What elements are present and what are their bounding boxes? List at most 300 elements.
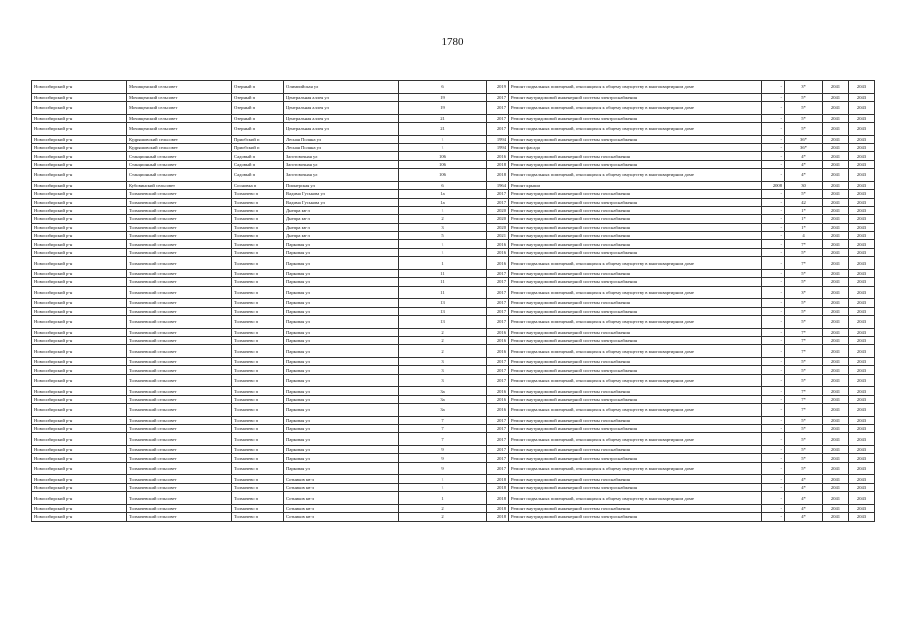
table-row bbox=[32, 395, 875, 403]
cell-work: Ремонт подвальных помещений, относящихся к общему имуществу в многоквартирном доме bbox=[509, 492, 762, 505]
cell-house: 9 bbox=[399, 446, 487, 454]
cell-year-from: 2041 bbox=[823, 513, 849, 521]
cell-work: Ремонт внутридомовой инженерной системы электроснабжения bbox=[509, 336, 762, 344]
cell-street: Заготовочная ул bbox=[284, 169, 399, 182]
cell-city: Новосибирский р-н bbox=[32, 433, 127, 446]
cell-settlement: Мочищенский сельсовет bbox=[127, 93, 232, 101]
cell-year: 2020 bbox=[487, 215, 509, 223]
cell-house: 2 bbox=[399, 328, 487, 336]
cell-house: 1 bbox=[399, 492, 487, 505]
cell-share: 7* bbox=[785, 387, 823, 395]
cell-share: 5* bbox=[785, 462, 823, 475]
cell-work: Ремонт внутридомовой инженерной системы газоснабжения bbox=[509, 190, 762, 198]
cell-share: 4* bbox=[785, 504, 823, 512]
cell-street: Парковая ул bbox=[284, 345, 399, 358]
cell-work: Ремонт фасада bbox=[509, 143, 762, 151]
cell-locality: Озерный п bbox=[232, 122, 284, 135]
cell-settlement: Толмачевский сельсовет bbox=[127, 462, 232, 475]
cell-locality: Толмачево п bbox=[232, 307, 284, 315]
cell-city: Новосибирский р-н bbox=[32, 81, 127, 94]
table-row bbox=[32, 462, 875, 475]
cell-cost: - bbox=[762, 462, 785, 475]
cell-house: 11 bbox=[399, 269, 487, 277]
cell-work: Ремонт подвальных помещений, относящихся к общему имуществу в многоквартирном доме bbox=[509, 315, 762, 328]
cell-locality: Толмачево п bbox=[232, 232, 284, 240]
cell-house: 2 bbox=[399, 215, 487, 223]
table-row bbox=[32, 269, 875, 277]
cell-settlement: Станционный сельсовет bbox=[127, 152, 232, 160]
cell-year: 2021 bbox=[487, 232, 509, 240]
cell-year-to: 2043 bbox=[849, 336, 875, 344]
cell-city: Новосибирский р-н bbox=[32, 307, 127, 315]
cell-settlement: Толмачевский сельсовет bbox=[127, 404, 232, 417]
cell-settlement: Толмачевский сельсовет bbox=[127, 446, 232, 454]
table-row bbox=[32, 181, 875, 189]
cell-house: 3а bbox=[399, 395, 487, 403]
cell-house: 7 bbox=[399, 425, 487, 433]
cell-city: Новосибирский р-н bbox=[32, 101, 127, 114]
cell-work: Ремонт внутридомовой инженерной системы газоснабжения bbox=[509, 446, 762, 454]
table-row bbox=[32, 93, 875, 101]
cell-locality: Толмачево п bbox=[232, 446, 284, 454]
cell-work: Ремонт внутридомовой инженерной системы газоснабжения bbox=[509, 232, 762, 240]
cell-street: Центральная аллея ул bbox=[284, 93, 399, 101]
cell-year-from: 2041 bbox=[823, 336, 849, 344]
cell-work: Ремонт подвальных помещений, относящихся к общему имуществу в многоквартирном доме bbox=[509, 122, 762, 135]
cell-cost: - bbox=[762, 248, 785, 256]
cell-year-from: 2041 bbox=[823, 416, 849, 424]
cell-year-to: 2043 bbox=[849, 462, 875, 475]
cell-year-from: 2041 bbox=[823, 454, 849, 462]
cell-settlement: Толмачевский сельсовет bbox=[127, 206, 232, 214]
cell-cost: - bbox=[762, 454, 785, 462]
cell-locality: Толмачево п bbox=[232, 454, 284, 462]
cell-work: Ремонт внутридомовой инженерной системы газоснабжения bbox=[509, 240, 762, 248]
cell-year-from: 2041 bbox=[823, 240, 849, 248]
cell-year-from: 2041 bbox=[823, 101, 849, 114]
cell-cost: - bbox=[762, 169, 785, 182]
cell-house: 6 bbox=[399, 81, 487, 94]
cell-city: Новосибирский р-н bbox=[32, 286, 127, 299]
cell-locality: Толмачево п bbox=[232, 357, 284, 365]
cell-share: 5* bbox=[785, 374, 823, 387]
cell-city: Новосибирский р-н bbox=[32, 278, 127, 286]
cell-share: 7* bbox=[785, 336, 823, 344]
cell-settlement: Толмачевский сельсовет bbox=[127, 328, 232, 336]
cell-year-from: 2041 bbox=[823, 425, 849, 433]
cell-city: Новосибирский р-н bbox=[32, 143, 127, 151]
cell-year-to: 2043 bbox=[849, 416, 875, 424]
cell-city: Новосибирский р-н bbox=[32, 215, 127, 223]
cell-year-to: 2043 bbox=[849, 475, 875, 483]
cell-share: 7* bbox=[785, 328, 823, 336]
cell-work: Ремонт внутридомовой инженерной системы электроснабжения bbox=[509, 395, 762, 403]
cell-street: Парковая ул bbox=[284, 269, 399, 277]
cell-year-to: 2043 bbox=[849, 143, 875, 151]
cell-street: Центральная аллея ул bbox=[284, 101, 399, 114]
cell-year-from: 2041 bbox=[823, 232, 849, 240]
cell-street: Парковая ул bbox=[284, 257, 399, 270]
cell-year-to: 2043 bbox=[849, 160, 875, 168]
cell-house: 1а bbox=[399, 198, 487, 206]
cell-street: Сотников кв-л bbox=[284, 483, 399, 491]
cell-city: Новосибирский р-н bbox=[32, 114, 127, 122]
cell-city: Новосибирский р-н bbox=[32, 513, 127, 521]
cell-house: 2 bbox=[399, 504, 487, 512]
table-row bbox=[32, 286, 875, 299]
cell-work: Ремонт внутридомовой инженерной системы газоснабжения bbox=[509, 152, 762, 160]
cell-work: Ремонт внутридомовой инженерной системы электроснабжения bbox=[509, 425, 762, 433]
cell-house: 3 bbox=[399, 366, 487, 374]
cell-settlement: Толмачевский сельсовет bbox=[127, 504, 232, 512]
cell-year: 2018 bbox=[487, 483, 509, 491]
cell-street: Олимпийская ул bbox=[284, 81, 399, 94]
cell-year-from: 2041 bbox=[823, 357, 849, 365]
cell-year-to: 2043 bbox=[849, 395, 875, 403]
cell-work: Ремонт подвальных помещений, относящихся к общему имуществу в многоквартирном доме bbox=[509, 374, 762, 387]
cell-street: Парковая ул bbox=[284, 374, 399, 387]
cell-cost: - bbox=[762, 232, 785, 240]
cell-locality: Озерный п bbox=[232, 101, 284, 114]
cell-year-from: 2041 bbox=[823, 122, 849, 135]
table-row bbox=[32, 122, 875, 135]
cell-year-to: 2043 bbox=[849, 190, 875, 198]
cell-cost: - bbox=[762, 257, 785, 270]
cell-year-from: 2041 bbox=[823, 215, 849, 223]
cell-year: 2017 bbox=[487, 366, 509, 374]
cell-year: 2016 bbox=[487, 404, 509, 417]
cell-city: Новосибирский р-н bbox=[32, 190, 127, 198]
cell-year-from: 2041 bbox=[823, 223, 849, 231]
cell-cost: - bbox=[762, 269, 785, 277]
cell-work: Ремонт внутридомовой инженерной системы газоснабжения bbox=[509, 328, 762, 336]
cell-work: Ремонт подвальных помещений, относящихся к общему имуществу в многоквартирном доме bbox=[509, 257, 762, 270]
cell-city: Новосибирский р-н bbox=[32, 232, 127, 240]
cell-locality: Толмачево п bbox=[232, 269, 284, 277]
cell-year: 2017 bbox=[487, 425, 509, 433]
cell-street: Парковая ул bbox=[284, 425, 399, 433]
cell-cost: - bbox=[762, 286, 785, 299]
cell-city: Новосибирский р-н bbox=[32, 425, 127, 433]
cell-city: Новосибирский р-н bbox=[32, 315, 127, 328]
cell-locality: Толмачево п bbox=[232, 257, 284, 270]
cell-share: 5* bbox=[785, 278, 823, 286]
cell-cost: - bbox=[762, 198, 785, 206]
cell-locality: Толмачево п bbox=[232, 215, 284, 223]
cell-locality: Приобский п bbox=[232, 135, 284, 143]
table-row bbox=[32, 299, 875, 307]
cell-house: 19 bbox=[399, 101, 487, 114]
cell-year-to: 2043 bbox=[849, 307, 875, 315]
cell-settlement: Кудряшовский сельсовет bbox=[127, 143, 232, 151]
cell-share: 3* bbox=[785, 286, 823, 299]
cell-year: 2017 bbox=[487, 269, 509, 277]
cell-share: 1* bbox=[785, 206, 823, 214]
table-row bbox=[32, 454, 875, 462]
cell-year: 2016 bbox=[487, 328, 509, 336]
cell-year: 2016 bbox=[487, 240, 509, 248]
cell-year-from: 2041 bbox=[823, 475, 849, 483]
cell-settlement: Толмачевский сельсовет bbox=[127, 483, 232, 491]
cell-year: 2017 bbox=[487, 299, 509, 307]
cell-work: Ремонт подвальных помещений, относящихся к общему имуществу в многоквартирном доме bbox=[509, 433, 762, 446]
cell-share: 5* bbox=[785, 357, 823, 365]
cell-year-from: 2041 bbox=[823, 328, 849, 336]
cell-year-from: 2041 bbox=[823, 462, 849, 475]
cell-work: Ремонт внутридомовой инженерной системы газоснабжения bbox=[509, 504, 762, 512]
cell-year-to: 2043 bbox=[849, 315, 875, 328]
cell-year-from: 2041 bbox=[823, 504, 849, 512]
cell-work: Ремонт подвальных помещений, относящихся к общему имуществу в многоквартирном доме bbox=[509, 101, 762, 114]
cell-street: Парковая ул bbox=[284, 454, 399, 462]
cell-city: Новосибирский р-н bbox=[32, 269, 127, 277]
cell-year-to: 2043 bbox=[849, 206, 875, 214]
cell-year: 2017 bbox=[487, 446, 509, 454]
cell-work: Ремонт внутридомовой инженерной системы электроснабжения bbox=[509, 248, 762, 256]
cell-locality: Толмачево п bbox=[232, 387, 284, 395]
cell-settlement: Толмачевский сельсовет bbox=[127, 232, 232, 240]
cell-year-to: 2043 bbox=[849, 513, 875, 521]
cell-share: 36* bbox=[785, 135, 823, 143]
cell-work: Ремонт подвальных помещений, относящихся к общему имуществу в многоквартирном доме bbox=[509, 286, 762, 299]
cell-year: 2017 bbox=[487, 286, 509, 299]
cell-cost: - bbox=[762, 240, 785, 248]
cell-share: 5* bbox=[785, 433, 823, 446]
cell-house: 2 bbox=[399, 345, 487, 358]
cell-city: Новосибирский р-н bbox=[32, 404, 127, 417]
table-row bbox=[32, 315, 875, 328]
cell-work: Ремонт внутридомовой инженерной системы электроснабжения bbox=[509, 307, 762, 315]
cell-settlement: Мочищенский сельсовет bbox=[127, 122, 232, 135]
cell-cost: - bbox=[762, 328, 785, 336]
cell-work: Ремонт внутридомовой инженерной системы газоснабжения bbox=[509, 416, 762, 424]
cell-street: Днепра кв-л bbox=[284, 206, 399, 214]
cell-settlement: Толмачевский сельсовет bbox=[127, 395, 232, 403]
table-row bbox=[32, 416, 875, 424]
cell-year-to: 2043 bbox=[849, 366, 875, 374]
cell-year-from: 2041 bbox=[823, 114, 849, 122]
cell-settlement: Толмачевский сельсовет bbox=[127, 315, 232, 328]
cell-share: 42 bbox=[785, 198, 823, 206]
cell-locality: Толмачево п bbox=[232, 336, 284, 344]
cell-year-to: 2043 bbox=[849, 122, 875, 135]
cell-share: 5* bbox=[785, 366, 823, 374]
cell-share: 7* bbox=[785, 240, 823, 248]
cell-share: 4* bbox=[785, 513, 823, 521]
cell-year: 2017 bbox=[487, 278, 509, 286]
cell-locality: Сосновка п bbox=[232, 181, 284, 189]
cell-cost: - bbox=[762, 336, 785, 344]
cell-year-from: 2041 bbox=[823, 181, 849, 189]
cell-year: 1994 bbox=[487, 135, 509, 143]
cell-house: \ bbox=[399, 483, 487, 491]
cell-share: 5* bbox=[785, 122, 823, 135]
cell-share: 4* bbox=[785, 483, 823, 491]
cell-house: 5 bbox=[399, 232, 487, 240]
cell-year-to: 2043 bbox=[849, 299, 875, 307]
cell-work: Ремонт внутридомовой инженерной системы электроснабжения bbox=[509, 366, 762, 374]
cell-cost: - bbox=[762, 278, 785, 286]
cell-house: 21 bbox=[399, 114, 487, 122]
cell-street: Вадима Гуськова ул bbox=[284, 198, 399, 206]
cell-settlement: Мочищенский сельсовет bbox=[127, 114, 232, 122]
cell-cost: - bbox=[762, 357, 785, 365]
cell-locality: Толмачево п bbox=[232, 433, 284, 446]
cell-settlement: Толмачевский сельсовет bbox=[127, 286, 232, 299]
cell-year-to: 2043 bbox=[849, 278, 875, 286]
cell-cost: - bbox=[762, 433, 785, 446]
cell-settlement: Толмачевский сельсовет bbox=[127, 190, 232, 198]
cell-year: 2016 bbox=[487, 345, 509, 358]
cell-year-to: 2043 bbox=[849, 81, 875, 94]
cell-street: Парковая ул bbox=[284, 307, 399, 315]
table-row bbox=[32, 366, 875, 374]
cell-settlement: Толмачевский сельсовет bbox=[127, 278, 232, 286]
table-row bbox=[32, 143, 875, 151]
cell-house: 2 bbox=[399, 513, 487, 521]
cell-locality: Толмачево п bbox=[232, 374, 284, 387]
cell-work: Ремонт внутридомовой инженерной системы электроснабжения bbox=[509, 93, 762, 101]
cell-year: 2017 bbox=[487, 454, 509, 462]
cell-settlement: Толмачевский сельсовет bbox=[127, 366, 232, 374]
cell-city: Новосибирский р-н bbox=[32, 122, 127, 135]
cell-year: 2017 bbox=[487, 190, 509, 198]
cell-year-from: 2041 bbox=[823, 206, 849, 214]
cell-year: 2017 bbox=[487, 357, 509, 365]
cell-locality: Толмачево п bbox=[232, 504, 284, 512]
cell-year: 2016 bbox=[487, 395, 509, 403]
cell-settlement: Кубовинский сельсовет bbox=[127, 181, 232, 189]
cell-share: 5* bbox=[785, 315, 823, 328]
cell-share: 4* bbox=[785, 152, 823, 160]
cell-street: Сотников кв-л bbox=[284, 492, 399, 505]
table-row bbox=[32, 328, 875, 336]
cell-locality: Озерный п bbox=[232, 81, 284, 94]
cell-settlement: Толмачевский сельсовет bbox=[127, 425, 232, 433]
cell-street: Парковая ул bbox=[284, 387, 399, 395]
cell-cost: - bbox=[762, 190, 785, 198]
table-row bbox=[32, 357, 875, 365]
cell-house: 21 bbox=[399, 122, 487, 135]
cell-share: 36* bbox=[785, 143, 823, 151]
cell-house: \ bbox=[399, 240, 487, 248]
cell-house: 106 bbox=[399, 152, 487, 160]
cell-street: Парковая ул bbox=[284, 416, 399, 424]
cell-settlement: Толмачевский сельсовет bbox=[127, 345, 232, 358]
cell-house: 2 bbox=[399, 336, 487, 344]
cell-house: 3а bbox=[399, 387, 487, 395]
cell-year-to: 2043 bbox=[849, 328, 875, 336]
cell-work: Ремонт внутридомовой инженерной системы газоснабжения bbox=[509, 357, 762, 365]
cell-year: 1964 bbox=[487, 181, 509, 189]
cell-city: Новосибирский р-н bbox=[32, 160, 127, 168]
cell-settlement: Толмачевский сельсовет bbox=[127, 433, 232, 446]
cell-cost: - bbox=[762, 223, 785, 231]
table-row bbox=[32, 433, 875, 446]
cell-street: Парковая ул bbox=[284, 357, 399, 365]
cell-year-from: 2041 bbox=[823, 198, 849, 206]
cell-year-to: 2043 bbox=[849, 374, 875, 387]
cell-year-to: 2043 bbox=[849, 248, 875, 256]
cell-year: 2019 bbox=[487, 81, 509, 94]
cell-year-from: 2041 bbox=[823, 143, 849, 151]
cell-house: \ bbox=[399, 475, 487, 483]
cell-year-to: 2043 bbox=[849, 454, 875, 462]
cell-city: Новосибирский р-н bbox=[32, 345, 127, 358]
cell-share: 7* bbox=[785, 257, 823, 270]
cell-city: Новосибирский р-н bbox=[32, 475, 127, 483]
cell-locality: Толмачево п bbox=[232, 198, 284, 206]
cell-year: 2017 bbox=[487, 198, 509, 206]
cell-year-to: 2043 bbox=[849, 257, 875, 270]
cell-year-to: 2043 bbox=[849, 404, 875, 417]
table-row bbox=[32, 425, 875, 433]
cell-city: Новосибирский р-н bbox=[32, 93, 127, 101]
cell-locality: Толмачево п bbox=[232, 286, 284, 299]
cell-work: Ремонт подвальных помещений, относящихся к общему имуществу в многоквартирном доме bbox=[509, 169, 762, 182]
cell-year: 1994 bbox=[487, 143, 509, 151]
cell-house: 1а bbox=[399, 190, 487, 198]
cell-locality: Толмачево п bbox=[232, 395, 284, 403]
cell-house: 3а bbox=[399, 404, 487, 417]
cell-work: Ремонт подвальных помещений, относящихся к общему имуществу в многоквартирном доме bbox=[509, 404, 762, 417]
cell-year-from: 2041 bbox=[823, 315, 849, 328]
cell-year: 2016 bbox=[487, 336, 509, 344]
cell-cost: - bbox=[762, 215, 785, 223]
cell-work: Ремонт внутридомовой инженерной системы газоснабжения bbox=[509, 387, 762, 395]
table-row bbox=[32, 404, 875, 417]
cell-street: Пионерская ул bbox=[284, 181, 399, 189]
cell-street: Парковая ул bbox=[284, 278, 399, 286]
cell-year: 2017 bbox=[487, 462, 509, 475]
cell-work: Ремонт внутридомовой инженерной системы электроснабжения bbox=[509, 198, 762, 206]
cell-street: Парковая ул bbox=[284, 395, 399, 403]
cell-city: Новосибирский р-н bbox=[32, 492, 127, 505]
cell-settlement: Толмачевский сельсовет bbox=[127, 299, 232, 307]
cell-share: 5* bbox=[785, 190, 823, 198]
cell-year-to: 2043 bbox=[849, 286, 875, 299]
table-row bbox=[32, 198, 875, 206]
cell-year-from: 2041 bbox=[823, 366, 849, 374]
cell-work: Ремонт крыши bbox=[509, 181, 762, 189]
cell-work: Ремонт внутридомовой инженерной системы электроснабжения bbox=[509, 114, 762, 122]
cell-house: 106 bbox=[399, 169, 487, 182]
cell-year-from: 2041 bbox=[823, 81, 849, 94]
cell-street: Парковая ул bbox=[284, 446, 399, 454]
cell-city: Новосибирский р-н bbox=[32, 328, 127, 336]
cell-share: 5* bbox=[785, 425, 823, 433]
cell-year: 2018 bbox=[487, 169, 509, 182]
cell-year-to: 2043 bbox=[849, 169, 875, 182]
table-row bbox=[32, 483, 875, 491]
cell-year: 2018 bbox=[487, 475, 509, 483]
cell-share: 4* bbox=[785, 169, 823, 182]
cell-year-to: 2043 bbox=[849, 492, 875, 505]
cell-locality: Садовый п bbox=[232, 152, 284, 160]
table-row bbox=[32, 190, 875, 198]
cell-year: 2017 bbox=[487, 101, 509, 114]
cell-locality: Толмачево п bbox=[232, 425, 284, 433]
cell-street: Заготовочная ул bbox=[284, 160, 399, 168]
cell-cost: 2008 bbox=[762, 181, 785, 189]
cell-cost: - bbox=[762, 299, 785, 307]
repair-schedule-table bbox=[31, 80, 875, 522]
cell-year: 2017 bbox=[487, 122, 509, 135]
table-body bbox=[32, 81, 875, 522]
table-row bbox=[32, 160, 875, 168]
cell-year-to: 2043 bbox=[849, 93, 875, 101]
cell-settlement: Толмачевский сельсовет bbox=[127, 198, 232, 206]
